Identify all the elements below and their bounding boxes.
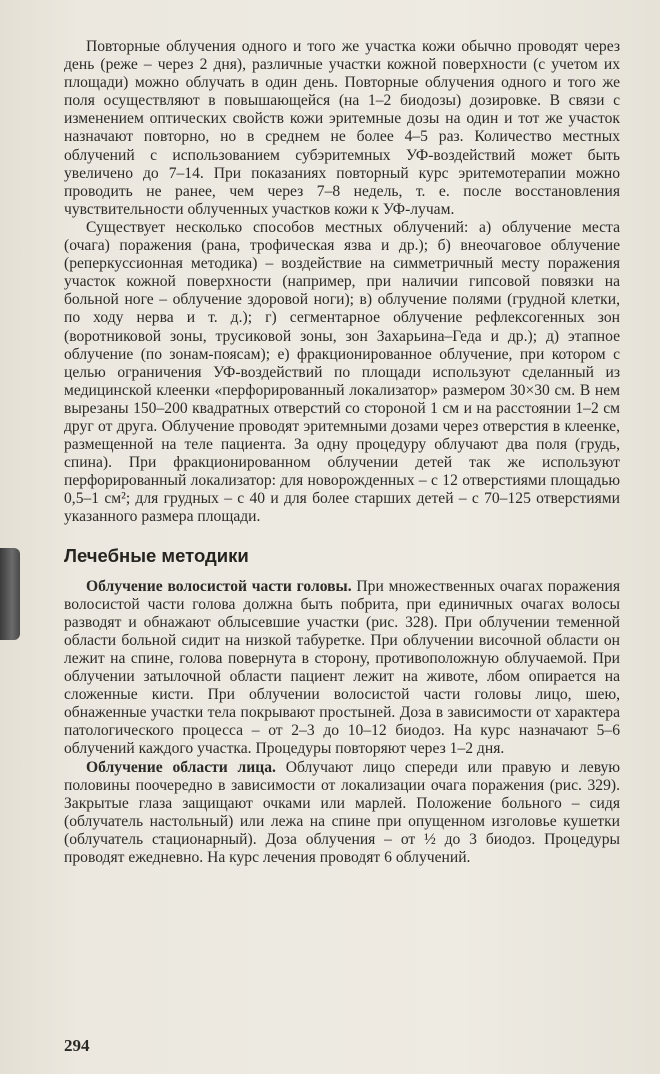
- method-paragraph-face: [64, 759, 620, 868]
- method-title: Облучение области лица.: [86, 758, 276, 776]
- paragraph: Существует несколько способов местных облучений: а) облучение места (очага) поражения (рана, трофическая язва и др.); б) внеочаговое облучение (реперкуссионная методика) – воздействие на симметричный месту поражения участок кожной поверхности (например, при наличии гипсовой повязки на больной ноге – облучение здоровой ноги); в) облучение полями (грудной клетки, по ходу нерва и т. д.); г) сегментарное облучение рефлексогенных зон (воротниковой зоны, трусиковой зоны, зон Захарьина–Геда и др.); д) этапное облучение (по зонам-поясам); е) фракционированное облучение, при котором с целью ограничения УФ-воздействий по площади используют сделанный из медицинской клеенки «перфорированный локализатор» размером 30×30 см. В нем вырезаны 150–200 квадратных отверстий со стороной 1 см и на расстоянии 1–2 см друг от друга. Облучение проводят эритемными дозами через отверстия в клеенке, размещенной на теле пациента. За одну процедуру облучают два поля (грудь, спина). При фракционированном облучении детей так же используют перфорированный локализатор: для новорожденных – с 12 отверстиями площадью 0,5–1 см²; для грудных – с 40 и для более старших детей – с 70–125 отверстиями указанного размера площади.: [64, 218, 620, 526]
- method-title: Облучение волосистой части головы.: [86, 577, 352, 595]
- method-text: Облучают лицо спереди или правую и левую половины поочередно в зависимости от локализации очага поражения (рис. 329). Закрытые глаза защищают очками или марлей. Положение больного – сидя (облучатель настольный) или лежа на спине при опущенном изголовье кушетки (облучатель стационарный). Доза облучения – от ½ до 3 биодоз. Процедуры проводят ежедневно. На курс лечения проводят 6 облучений.: [64, 758, 620, 867]
- section-heading: Лечебные методики: [64, 544, 249, 566]
- method-text: При множественных очагах поражения волосистой части голова должна быть побрита, при единичных очагах волосы разводят и обнажают облысевшие участки (рис. 328). При облучении теменной области больной сидит на низкой табуретке. При облучении височной области он лежит на спине, голова повернута в сторону, противоположную облучаемой. При облучении затылочной области пациент лежит на животе, лбом опирается на сложенные кисти. При облучении волосистой части головы лицо, шею, обнаженные участки тела покрывают простыней. Доза в зависимости от характера патологического процесса – от 2–3 до 10–12 биодоз. На курс назначают 5–6 облучений каждого участка. Процедуры повторяют через 1–2 дня.: [64, 577, 620, 758]
- page-edge-tab: [0, 548, 20, 640]
- page-number: 294: [64, 1036, 90, 1055]
- paragraph: Повторные облучения одного и того же участка кожи обычно проводят через день (реже – через 2 дня), различные участки кожной поверхности (с учетом их площади) можно облучать в один день. Повторные облучения одного и того же поля осуществляют в повышающейся (на 1–2 биодозы) дозировке. В связи с изменением оптических свойств кожи эритемные дозы на один и тот же участок назначают повторно, но в среднем не более 4–5 раз. Количество местных облучений с использованием субэритемных УФ-воздействий может быть увеличено до 7–14. При показаниях повторный курс эритемотерапии можно проводить не ранее, чем через 7–8 недель, т. е. после восстановления чувствительности облученных участков кожи к УФ-лучам.: [64, 38, 620, 218]
- method-paragraph-scalp: [64, 578, 620, 759]
- page-body: [64, 38, 620, 867]
